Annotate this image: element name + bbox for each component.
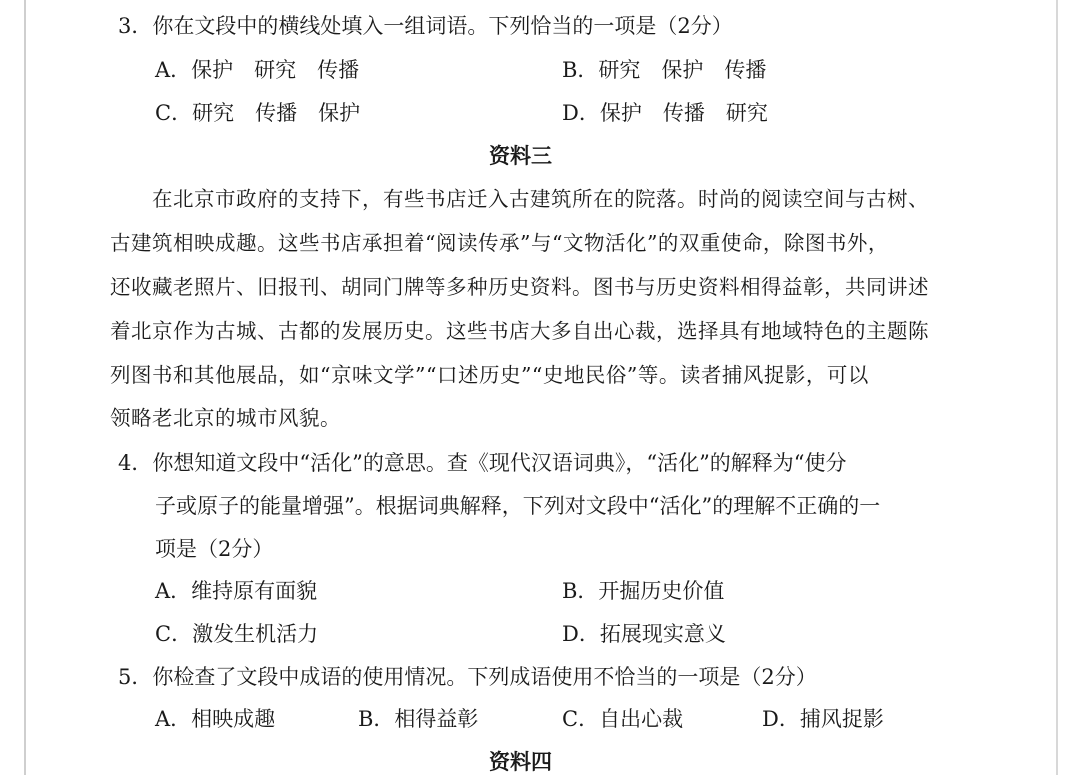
question-4-stem-line-2: 子或原子的能量增强”。根据词典解释，下列对文段中“活化”的理解不正确的一: [155, 494, 881, 518]
page-right-border: [1056, 0, 1058, 775]
question-5-option-d: D．捕风捉影: [762, 707, 884, 731]
question-4-option-c: C．激发生机活力: [155, 622, 319, 646]
passage-line-5: 列图书和其他展品，如“京味文学”“口述历史”“史地民俗”等。读者捕风捉影，可以: [110, 363, 869, 387]
passage-line-6: 领略老北京的城市风貌。: [110, 406, 341, 430]
question-4-stem-line-1: 4．你想知道文段中“活化”的意思。查《现代汉语词典》，“活化”的解释为“使分: [118, 451, 847, 475]
passage-line-2: 古建筑相映成趣。这些书店承担着“阅读传承”与“文物活化”的双重使命，除图书外，: [110, 231, 889, 255]
question-3-option-c: C．研究 传播 保护: [155, 101, 361, 125]
question-4-option-b: B．开掘历史价值: [562, 579, 725, 603]
passage-line-4: 着北京作为古城、古都的发展历史。这些书店大多自出心裁，选择具有地域特色的主题陈: [110, 319, 929, 343]
section-4-title: 资料四: [489, 749, 552, 774]
question-3-option-a: A．保护 研究 传播: [155, 58, 360, 82]
question-3-option-d: D．保护 传播 研究: [562, 101, 768, 125]
page-left-border: [24, 0, 26, 775]
question-3-stem: 3．你在文段中的横线处填入一组词语。下列恰当的一项是（2分）: [118, 14, 733, 38]
passage-line-1: 在北京市政府的支持下，有些书店迁入古建筑所在的院落。时尚的阅读空间与古树、: [152, 187, 929, 211]
question-5-option-b: B．相得益彰: [358, 707, 479, 731]
question-4-option-a: A．维持原有面貌: [155, 579, 318, 603]
question-4-stem-line-3: 项是（2分）: [155, 537, 274, 561]
question-5-option-a: A．相映成趣: [155, 707, 276, 731]
question-5-option-c: C．自出心裁: [562, 707, 684, 731]
question-5-stem: 5．你检查了文段中成语的使用情况。下列成语使用不恰当的一项是（2分）: [118, 665, 817, 689]
question-3-option-b: B．研究 保护 传播: [562, 58, 767, 82]
passage-line-3: 还收藏老照片、旧报刊、胡同门牌等多种历史资料。图书与历史资料相得益彰，共同讲述: [110, 275, 929, 299]
section-3-title: 资料三: [489, 143, 552, 168]
question-4-option-d: D．拓展现实意义: [562, 622, 726, 646]
